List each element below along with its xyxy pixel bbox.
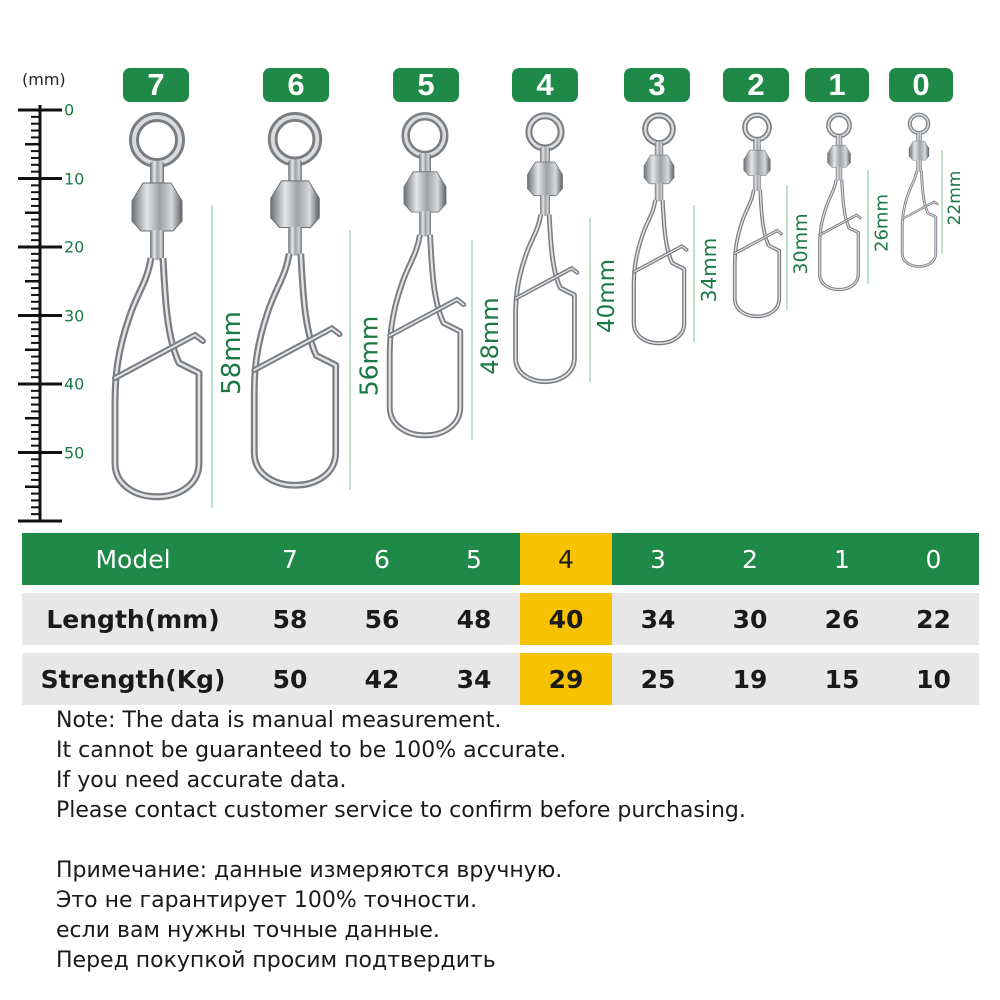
length-label: 26mm bbox=[871, 194, 892, 252]
table-cell: 30 bbox=[704, 593, 796, 645]
note-line: It cannot be guaranteed to be 100% accurate. bbox=[56, 738, 567, 763]
table-cell: 34 bbox=[428, 653, 520, 705]
notes-russian bbox=[56, 856, 746, 976]
note-line: Это не гарантирует 100% точности. bbox=[56, 888, 478, 913]
length-label: 30mm bbox=[790, 212, 813, 275]
model-badge: 0 bbox=[889, 68, 953, 102]
note-line: Please contact customer service to confirm before purchasing. bbox=[56, 798, 746, 823]
table-header-cell: 5 bbox=[428, 533, 520, 585]
table-header-cell: 7 bbox=[244, 533, 336, 585]
table-cell: 42 bbox=[336, 653, 428, 705]
length-label: 48mm bbox=[476, 297, 504, 375]
snap-swivel-1 bbox=[820, 115, 860, 290]
note-line: Примечание: данные измеряются вручную. bbox=[56, 858, 563, 883]
table-cell: 56 bbox=[336, 593, 428, 645]
table-cell: 58 bbox=[244, 593, 336, 645]
table-row bbox=[22, 653, 979, 705]
table-cell: 22 bbox=[888, 593, 979, 645]
snap-swivel-0 bbox=[902, 115, 937, 267]
model-badge: 1 bbox=[805, 68, 869, 102]
table-row-label: Length(mm) bbox=[22, 593, 244, 645]
length-label: 40mm bbox=[594, 258, 621, 334]
note-line: если вам нужны точные данные. bbox=[56, 918, 440, 943]
note-line: Note: The data is manual measurement. bbox=[56, 708, 502, 733]
snap-swivel-3 bbox=[634, 115, 687, 343]
notes-english bbox=[56, 706, 746, 826]
length-label: 58mm bbox=[216, 310, 247, 395]
ruler-label: 50 bbox=[64, 443, 85, 462]
snap-swivel-4 bbox=[516, 116, 578, 382]
ruler-label: 30 bbox=[64, 306, 85, 325]
length-label: 22mm bbox=[944, 170, 965, 226]
ruler-label: 0 bbox=[64, 100, 75, 120]
snap-swivel-7 bbox=[115, 117, 203, 497]
spec-table bbox=[22, 533, 979, 705]
table-row-label: Strength(Kg) bbox=[22, 653, 244, 705]
notes bbox=[56, 706, 746, 976]
table-header-cell: 6 bbox=[336, 533, 428, 585]
note-line: Перед покупкой просим подтвердить bbox=[56, 948, 496, 973]
snap-swivel-2 bbox=[735, 115, 782, 316]
snap-swivel-5 bbox=[390, 116, 464, 435]
model-badge: 6 bbox=[263, 68, 329, 102]
length-label: 34mm bbox=[697, 237, 721, 302]
table-header-cell: 1 bbox=[796, 533, 888, 585]
model-badge: 2 bbox=[723, 68, 789, 102]
note-line: If you need accurate data. bbox=[56, 768, 347, 793]
table-header-cell: 3 bbox=[612, 533, 704, 585]
ruler-label: 40 bbox=[64, 374, 85, 394]
ruler-label: 10 bbox=[64, 169, 85, 188]
table-cell: 25 bbox=[612, 653, 704, 705]
table-cell: 34 bbox=[612, 593, 704, 645]
table-header-row bbox=[22, 533, 979, 585]
table-row bbox=[22, 593, 979, 645]
ruler-unit-label: (mm) bbox=[22, 70, 66, 89]
table-header-cell: 4 bbox=[520, 533, 612, 585]
table-cell: 29 bbox=[520, 653, 612, 705]
table-cell: 50 bbox=[244, 653, 336, 705]
table-header-label: Model bbox=[22, 533, 244, 585]
snap-swivel-6 bbox=[254, 117, 339, 485]
table-cell: 10 bbox=[888, 653, 979, 705]
table-header-cell: 0 bbox=[888, 533, 979, 585]
model-badge: 4 bbox=[512, 68, 578, 102]
ruler-label: 20 bbox=[64, 237, 85, 257]
table-cell: 48 bbox=[428, 593, 520, 645]
table-cell: 40 bbox=[520, 593, 612, 645]
length-label: 56mm bbox=[354, 315, 384, 397]
table-cell: 19 bbox=[704, 653, 796, 705]
row-gap bbox=[22, 645, 979, 653]
model-badge: 7 bbox=[123, 68, 189, 102]
table-cell: 15 bbox=[796, 653, 888, 705]
row-gap bbox=[22, 585, 979, 593]
table-cell: 26 bbox=[796, 593, 888, 645]
table-header-cell: 2 bbox=[704, 533, 796, 585]
model-badge: 5 bbox=[393, 68, 459, 102]
model-badge: 3 bbox=[624, 68, 690, 102]
